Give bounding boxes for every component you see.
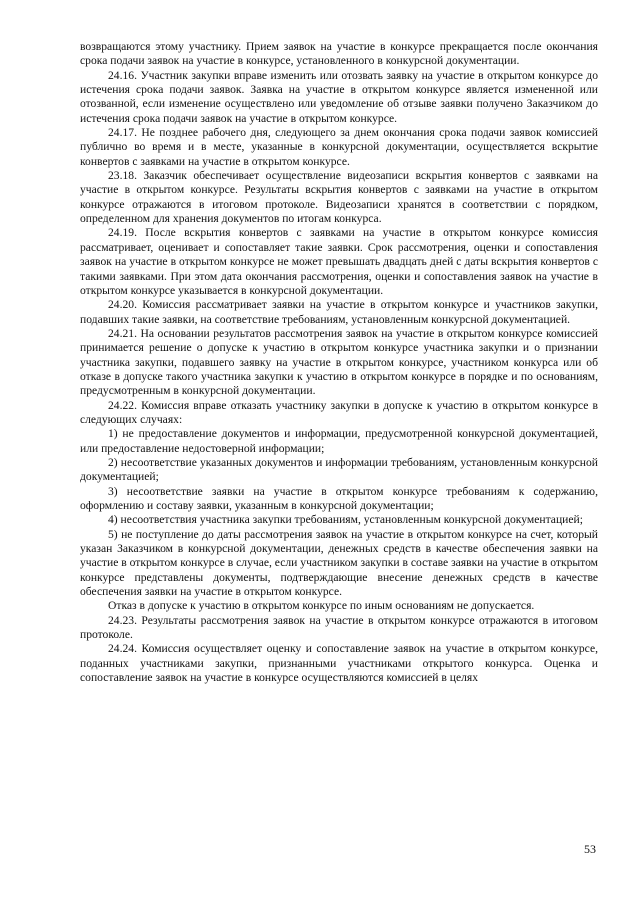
paragraph: 24.22. Комиссия вправе отказать участнику закупки в допуске к участию в открытом конкурсе в следующих случаях: bbox=[80, 398, 598, 426]
paragraph: 24.20. Комиссия рассматривает заявки на участие в открытом конкурсе и участников закупки, подавших такие заявки, на соответствие требованиям, установленным конкурсной документацией. bbox=[80, 298, 598, 326]
list-item: 4) несоответствия участника закупки требованиям, установленным конкурсной документацией; bbox=[108, 513, 583, 527]
paragraph: 24.21. На основании результатов рассмотрения заявок на участие в открытом конкурсе комиссией принимается решение о допуске к участию в открытом конкурсе участника закупки и о признании участника закупки, подавшего заявку на участие в открытом конкурсе, участником конкурса или об отказе в допуске такого участника закупки к участию в открытом конкурсе в порядке и по основаниям, предусмотренным в конкурсной документации. bbox=[80, 326, 598, 398]
paragraph: Отказ в допуске к участию в открытом конкурсе по иным основаниям не допускается. bbox=[108, 599, 535, 613]
list-item: 3) несоответствие заявки на участие в открытом конкурсе требованиям к содержанию, оформлению и составу заявки, указанным в конкурсной документации; bbox=[80, 484, 598, 512]
paragraph: 23.18. Заказчик обеспечивает осуществление видеозаписи вскрытия конвертов с заявками на участие в открытом конкурсе. Результаты вскрытия конвертов с заявками на участие в открытом конкурсе отражаются в итоговом протоколе. Видеозаписи хранятся в соответствии с порядком, определенном для хранения документов по итогам конкурса. bbox=[80, 169, 598, 226]
paragraph: 24.24. Комиссия осуществляет оценку и сопоставление заявок на участие в открытом конкурсе, поданных участниками закупки, признанными участниками открытого конкурса. Оценка и сопоставление заявок на участие в конкурсе осуществляются комиссией в целях bbox=[80, 642, 598, 685]
paragraph: 24.16. Участник закупки вправе изменить или отозвать заявку на участие в открытом конкурсе до истечения срока подачи заявок. Заявка на участие в открытом конкурсе является измененной или отозванной, если изменение осуществлено или уведомление об отзыве заявки получено Заказчиком до истечения срока подачи заявок на участие в открытом конкурсе. bbox=[80, 68, 598, 125]
list-item: 5) не поступление до даты рассмотрения заявок на участие в открытом конкурсе на счет, который указан Заказчиком в конкурсной документации, денежных средств в качестве обеспечения заявки на участие в открытом конкурсе в случае, если участником закупки в составе заявки на участие в открытом конкурсе представлены документы, подтверждающие внесение денежных средств в качестве обеспечения заявки на участие в открытом конкурсе. bbox=[80, 527, 598, 599]
paragraph: 24.19. После вскрытия конвертов с заявками на участие в открытом конкурсе комиссия рассматривает, оценивает и сопоставляет такие заявки. Срок рассмотрения, оценки и сопоставления заявок на участие в открытом конкурсе не может превышать двадцать дней с даты вскрытия конвертов с такими заявками. При этом дата окончания рассмотрения, оценки и сопоставления заявок на участие в открытом конкурсе указывается в конкурсной документации. bbox=[80, 226, 598, 297]
document-body bbox=[80, 40, 598, 685]
list-item: 2) несоответствие указанных документов и информации требованиям, установленным конкурсной документацией; bbox=[80, 455, 598, 484]
list-item: 1) не предоставление документов и информации, предусмотренной конкурсной документацией, или предоставление недостоверной информации; bbox=[80, 427, 598, 455]
paragraph: возвращаются этому участнику. Прием заявок на участие в конкурсе прекращается после окончания срока подачи заявок на участие в конкурсе, установленного в конкурсной документации. bbox=[80, 40, 598, 68]
page-number: 53 bbox=[584, 842, 596, 856]
paragraph: 24.23. Результаты рассмотрения заявок на участие в открытом конкурсе отражаются в итоговом протоколе. bbox=[80, 613, 598, 642]
paragraph: 24.17. Не позднее рабочего дня, следующего за днем окончания срока подачи заявок комиссией публично во время и в месте, указанные в конкурсной документации, осуществляется вскрытие конвертов с заявками на участие в открытом конкурсе. bbox=[80, 126, 598, 168]
